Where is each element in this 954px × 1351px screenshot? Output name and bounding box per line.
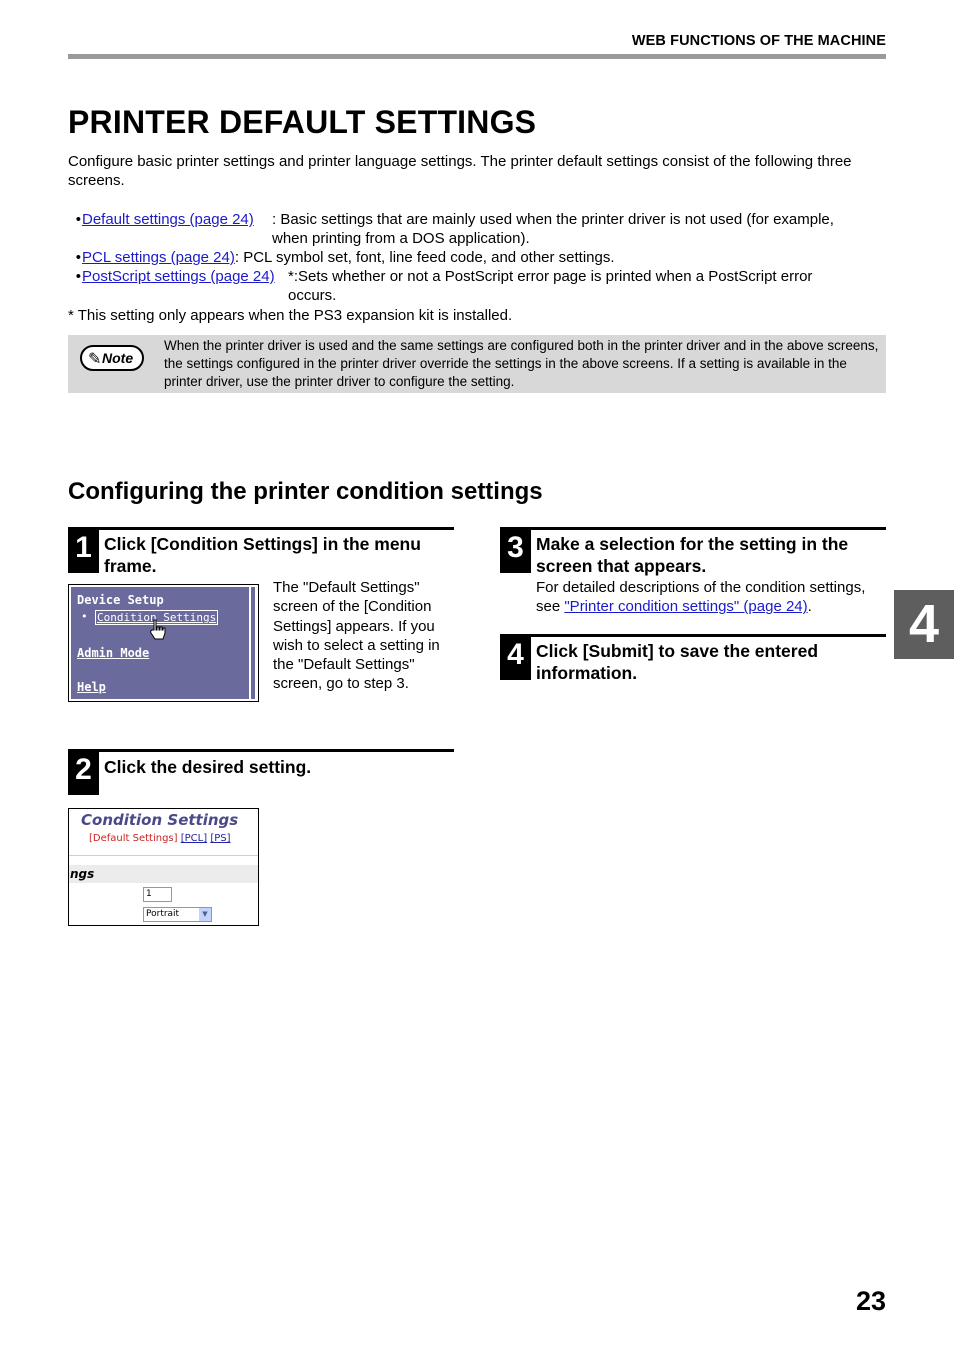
printer-condition-settings-link[interactable]: "Printer condition settings" (page 24) [564,598,808,616]
orientation-select-value: Portrait [146,909,180,919]
bullet-icon: • [75,249,81,266]
note-box [68,335,886,393]
chevron-down-icon[interactable]: ▼ [199,908,211,921]
step-rule [500,527,886,530]
default-settings-link[interactable]: Default settings (page 24) [82,211,254,228]
bullet-icon: • [81,610,88,623]
step-number-4: 4 [500,637,531,680]
header-rule [68,54,886,59]
step-4-title: Click [Submit] to save the entered information. [536,641,819,683]
list-item-text: *:Sets whether or not a PostScript error page is printed when a PostScript error occurs. [288,268,813,304]
step-3-body [536,578,888,617]
menu-panel [71,587,249,699]
tab-pcl[interactable]: [PCL] [180,833,208,844]
step-3-title: Make a selection for the setting in the screen that appears. [536,534,849,576]
tab-default-settings[interactable]: [Default Settings] [89,833,178,844]
chapter-tab: 4 [894,590,954,659]
row-label: ngs [70,867,95,881]
divider [69,855,259,856]
frame-strip [251,587,255,699]
footnote: * This setting only appears when the PS3 expansion kit is installed. [68,307,513,324]
section-heading: Configuring the printer condition settings [68,478,543,505]
step-rule [68,527,454,530]
condition-settings-heading: Condition Settings [81,811,239,829]
step-3-body-text: For detailed descriptions of the condition settings, see [536,579,866,616]
step-1-title: Click [Condition Settings] in the menu frame. [104,534,421,576]
step-rule [68,749,454,752]
page-title: PRINTER DEFAULT SETTINGS [68,104,537,140]
page-number: 23 [855,1286,886,1316]
bullet-icon: • [75,268,81,285]
tab-ps[interactable]: [PS] [210,833,231,844]
running-header: WEB FUNCTIONS OF THE MACHINE [631,33,886,49]
admin-mode-link[interactable]: Admin Mode [77,646,150,660]
note-icon [80,345,144,371]
note-badge-label: Note [102,350,134,366]
condition-settings-screenshot [68,808,259,926]
step-number-1: 1 [68,530,99,573]
step-rule [500,634,886,637]
postscript-settings-link[interactable]: PostScript settings (page 24) [82,268,275,285]
step-3-body-end: . [807,598,812,616]
step-number-3: 3 [500,530,531,573]
help-link[interactable]: Help [77,680,106,694]
list-item [68,210,888,248]
note-text: When the printer driver is used and the same settings are configured both in the printer driver and in the above screens, the settings configured in the printer driver override the settings in the above screens. If a setting is available in the printer driver, use the printer driver to configure the setting. [164,338,879,389]
hand-cursor-icon [149,619,167,641]
copies-input[interactable]: 1 [143,887,172,902]
screen-list [68,210,888,305]
list-item [68,267,888,305]
list-item-text: : PCL symbol set, font, line feed code, and other settings. [234,249,615,266]
menu-frame-screenshot [68,584,259,702]
menu-heading: Device Setup [77,593,164,607]
orientation-select[interactable] [143,907,212,922]
intro-paragraph: Configure basic printer settings and printer language settings. The printer default settings consist of the following three screens. [68,153,852,189]
bullet-icon: • [75,211,81,228]
step-number-2: 2 [68,752,99,795]
condition-settings-menu-link[interactable]: Condition Settings [97,611,217,624]
list-item [68,248,888,267]
step-1-body: The "Default Settings" screen of the [Condition Settings] appears. If you wish to select a setting in the "Default Settings" screen, go to step 3. [273,579,440,693]
pencil-icon: ✎ [88,351,102,368]
settings-tabs [89,833,231,844]
step-2-title: Click the desired setting. [104,757,312,777]
pcl-settings-link[interactable]: PCL settings (page 24) [82,249,235,266]
settings-row-bar [69,865,259,883]
list-item-text: : Basic settings that are mainly used when the printer driver is not used (for example, when printing from a DOS application). [272,211,834,247]
